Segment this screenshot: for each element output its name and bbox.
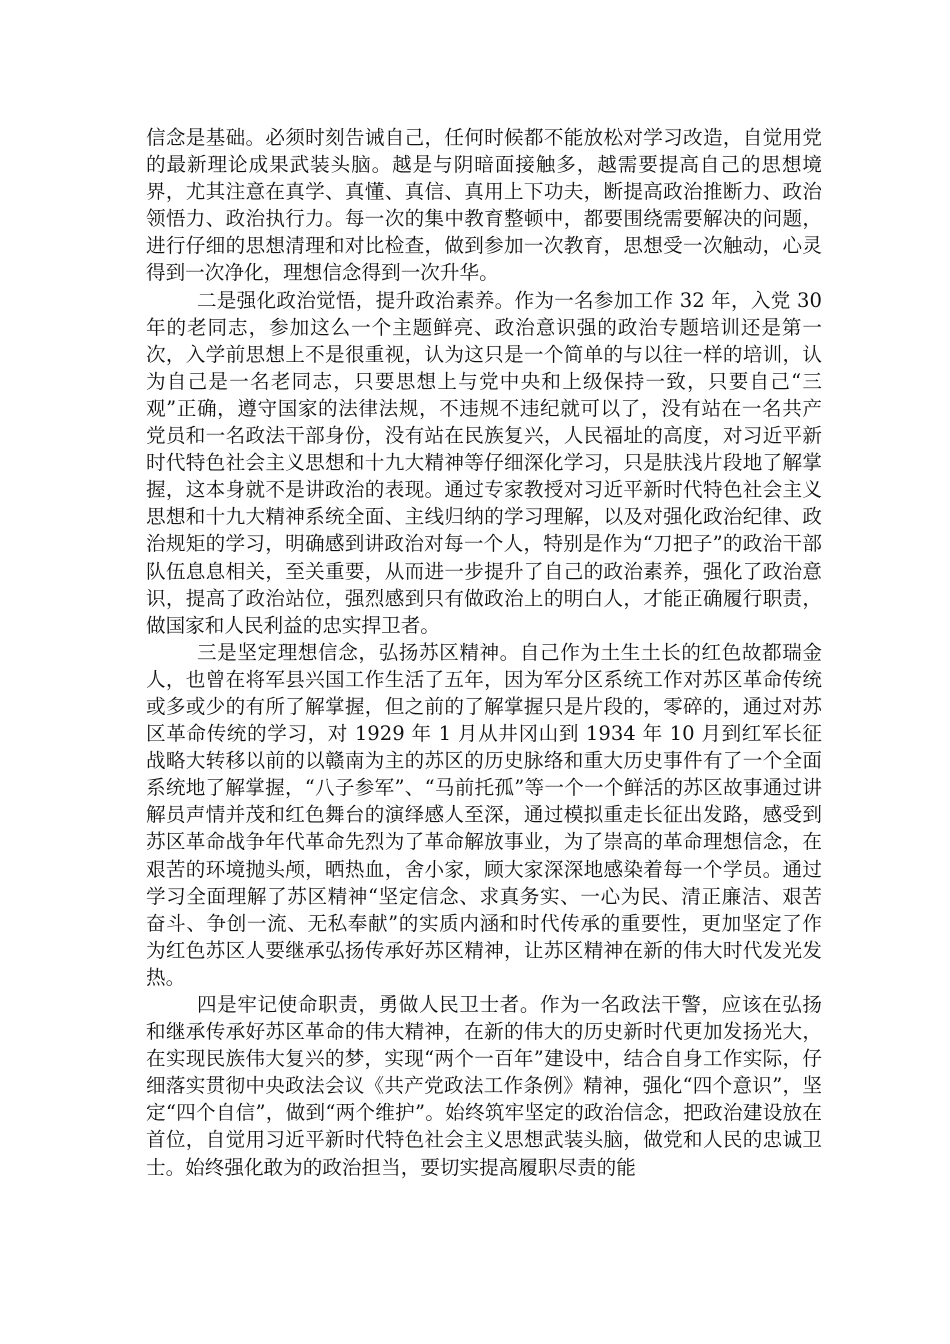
paragraph-continuation: 信念是基础。必须时刻告诫自己，任何时候都不能放松对学习改造，自觉用党的最新理论成果武装头脑。越是与阴暗面接触多，越需要提高自己的思想境界，尤其注意在真学、真懂、真信、真用上下功夫，断提高政治推断力、政治领悟力、政治执行力。每一次的集中教育整顿中，都要围绕需要解决的问题，进行仔细的思想清理和对比检查，做到参加一次教育，思想受一次触动，心灵得到一次净化，理想信念得到一次升华。 bbox=[146, 126, 822, 285]
paragraph-three-ideals-soviet-spirit: 三是坚定理想信念，弘扬苏区精神。自己作为土生土长的红色故都瑞金人，也曾在将军县兴国工作生活了五年，因为军分区系统工作对苏区革命传统或多或少的有所了解掌握，但之前的了解掌握只是片段的，零碎的，通过对苏区革命传统的学习，对 1929 年 1 月从井冈山到 1934 年 10 月到红军长征战略大转移以前的以赣南为主的苏区的历史脉络和重大历史事件有了一个全面系统地了解掌握，“八子参军”、“马前托孤”等一个一个鲜活的苏区故事通过讲解员声情并茂和红色舞台的演绎感人至深，通过模拟重走长征出发路，感受到苏区革命战争年代革命先烈为了革命解放事业，为了崇高的革命理想信念，在艰苦的环境抛头颅，晒热血，舍小家，顾大家深深地感染着每一个学员。通过学习全面理解了苏区精神“坚定信念、求真务实、一心为民、清正廉洁、艰苦奋斗、争创一流、无私奉献”的实质内涵和时代传承的重要性，更加坚定了作为红色苏区人要继承弘扬传承好苏区精神，让苏区精神在新的伟大时代发光发热。 bbox=[146, 640, 822, 989]
paragraph-four-mission-duty: 四是牢记使命职责，勇做人民卫士者。作为一名政法干警，应该在弘扬和继承传承好苏区革命的伟大精神，在新的伟大的历史新时代更加发扬光大，在实现民族伟大复兴的梦，实现“两个一百年”建设中，结合自身工作实际，仔细落实贯彻中央政法会议《共产党政法工作条例》精神，强化“四个意识”，坚定“四个自信”，做到“两个维护”。始终筑牢坚定的政治信念，把政治建设放在首位，自觉用习近平新时代特色社会主义思想武装头脑，做党和人民的忠诚卫士。始终强化敢为的政治担当，要切实提高履职尽责的能 bbox=[146, 993, 822, 1179]
paragraph-two-political-awareness: 二是强化政治觉悟，提升政治素养。作为一名参加工作 32 年，入党 30 年的老同志，参加这么一个主题鲜亮、政治意识强的政治专题培训还是第一次，入学前思想上不是很重视，认为这只是一个简单的与以往一样的培训，认为自己是一名老同志，只要思想上与党中央和上级保持一致，只要自己“三观”正确，遵守国家的法律法规，不违规不违纪就可以了，没有站在一名共产党员和一名政法干部身份，没有站在民族复兴，人民福址的高度，对习近平新时代特色社会主义思想和十九大精神等仔细深化学习，只是肤浅片段地了解掌握，这本身就不是讲政治的表现。通过专家教授对习近平新时代特色社会主义思想和十九大精神系统全面、主线归纳的学习理解，以及对强化政治纪律、政治规矩的学习，明确感到讲政治对每一个人，特别是作为“刀把子”的政治干部队伍息息相关，至关重要，从而进一步提升了自己的政治素养，强化了政治意识，提高了政治站位，强烈感到只有做政治上的明白人，才能正确履行职责，做国家和人民利益的忠实捍卫者。 bbox=[146, 288, 822, 637]
document-body bbox=[146, 124, 822, 1181]
